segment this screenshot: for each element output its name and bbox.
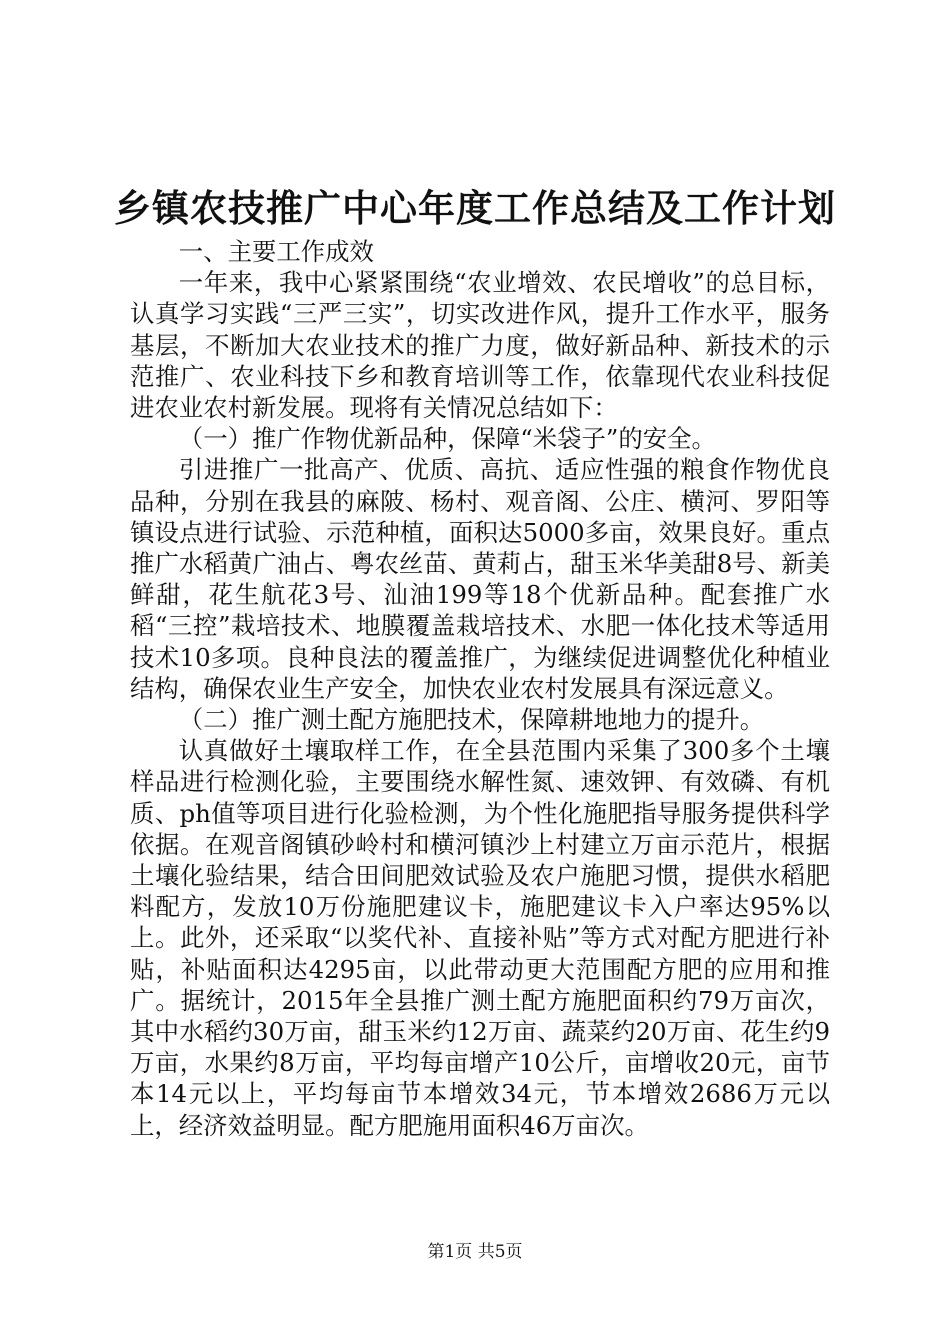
varieties-paragraph: 引进推广一批高产、优质、高抗、适应性强的粮食作物优良品种，分别在我县的麻陂、杨村、观音阁、公庄、横河、罗阳等镇设点进行试验、示范种植，面积达5000多亩，效果良好。重点推广水稻黄广油占、粤农丝苗、黄莉占，甜玉米华美甜8号、新美鲜甜，花生航花3号、汕油199等18个优新品种。配套推广水稻“三控”栽培技术、地膜覆盖栽培技术、水肥一体化技术等适用技术10多项。良种良法的覆盖推广，为继续促进调整优化种植业结构，确保农业生产安全，加快农业农村发展具有深远意义。 xyxy=(130,455,830,703)
document-body xyxy=(130,236,830,1141)
subsection-heading-varieties: （一）推广作物优新品种，保障“米袋子”的安全。 xyxy=(178,424,716,454)
intro-paragraph: 一年来，我中心紧紧围绕“农业增效、农民增收”的总目标，认真学习实践“三严三实”，切实改进作风，提升工作水平，服务基层，不断加大农业技术的推广力度，做好新品种、新技术的示范推广、农业科技下乡和教育培训等工作，依靠现代农业科技促进农业农村新发展。现将有关情况总结如下： xyxy=(130,268,830,423)
page-footer: 第1页 共5页 xyxy=(427,1242,523,1262)
document-title: 乡镇农技推广中心年度工作总结及工作计划 xyxy=(114,186,836,230)
fertilization-paragraph: 认真做好土壤取样工作，在全县范围内采集了300多个土壤样品进行检测化验，主要围绕水解性氮、速效钾、有效磷、有机质、ph值等项目进行化验检测，为个性化施肥指导服务提供科学依据。在观音阁镇砂岭村和横河镇沙上村建立万亩示范片，根据土壤化验结果，结合田间肥效试验及农户施肥习惯，提供水稻肥料配方，发放10万份施肥建议卡，施肥建议卡入户率达95%以上。此外，还采取“以奖代补、直接补贴”等方式对配方肥进行补贴，补贴面积达4295亩，以此带动更大范围配方肥的应用和推广。据统计，2015年全县推广测土配方施肥面积约79万亩次，其中水稻约30万亩，甜玉米约12万亩、蔬菜约20万亩、花生约9万亩，水果约8万亩，平均每亩增产10公斤，亩增收20元，亩节本14元以上，平均每亩节本增效34元，节本增效2686万元以上，经济效益明显。配方肥施用面积46万亩次。 xyxy=(130,736,830,1140)
section-heading-main-results: 一、主要工作成效 xyxy=(178,237,374,266)
subsection-heading-fertilization: （二）推广测土配方施肥技术，保障耕地地力的提升。 xyxy=(178,705,765,735)
